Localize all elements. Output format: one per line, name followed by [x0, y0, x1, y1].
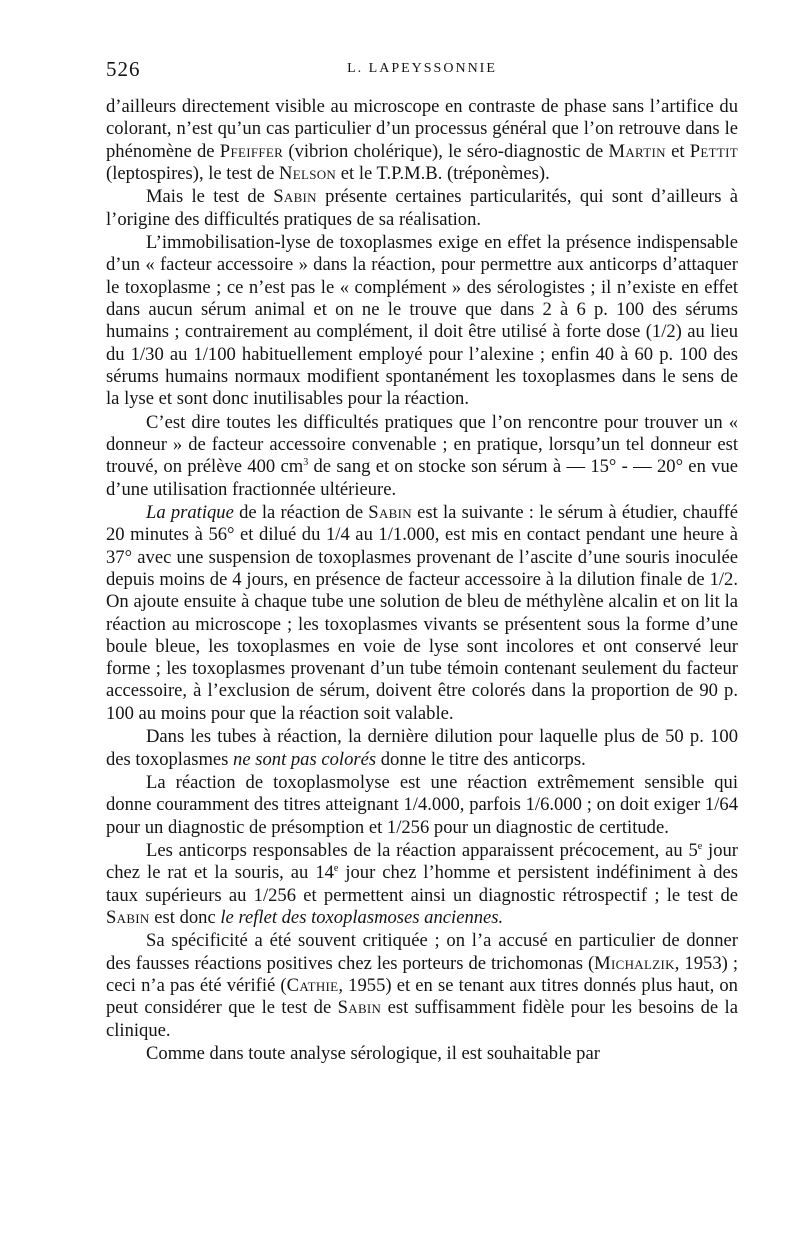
text-run: La réaction de toxoplasmolyse est une réaction extrêmement sensible qui donne couramment des titres atteignant 1/4.000, parfois 1/6.000 ; on doit exiger 1/64 pour un diagnostic de présomption et 1/256 pour un diagnostic de certitude. [106, 772, 738, 838]
text-sup: 3 [303, 457, 309, 469]
text-run: de sang et on stocke son sérum à — 15° - — 20° en vue d’une utilisation fractionnée ultérieure. [106, 456, 738, 500]
text-sc: Martin [608, 140, 666, 162]
text-sc: Nelson [278, 162, 337, 184]
page-number: 526 [106, 57, 141, 81]
text-run: donne le titre des anticorps. [376, 748, 586, 770]
text-run: et [665, 140, 690, 162]
text-sc: Michalzik [594, 952, 675, 974]
text-run: est la suivante : le sérum à étudier, chauffé 20 minutes à 56° et dilué du 1/4 au 1/1.000, est mis en contact pendant une heure à 37° avec une suspension de toxoplasmes provenant de l’ascite d’une souris inoculée depuis moins de 4 jours, en présence de facteur accessoire à la dilution finale de 1/2. On ajoute ensuite à chaque tube une solution de bleu de méthylène alcalin et on lit la réaction au microscope ; les toxoplasmes vivants se présentent sous la forme d’une boule bleue, les toxoplasmes en voie de lyse sont incolores et ont conservé leur forme ; les toxoplasmes provenant d’un tube témoin contenant seulement du facteur accessoire, à l’exclusion de sérum, doivent être colorés dans la proportion de 90 p. 100 au moins pour que la réaction soit valable. [106, 502, 739, 724]
text-run: jour chez l’homme et persistent indéfiniment à des taux supérieurs au 1/256 et permettent ainsi un diagnostic rétrospectif ; le test de [106, 862, 738, 906]
text-run: Sa spécificité a été souvent critiquée ; on l’a accusé en particulier de donner des fausses réactions positives chez les porteurs de trichomonas ( [106, 930, 738, 974]
body-text [106, 96, 738, 1067]
text-sc: Sabin [337, 997, 382, 1019]
page-header [106, 57, 738, 83]
text-sc: Pfeiffer [219, 140, 284, 162]
text-run: , 1955) et en se tenant aux titres donnés plus haut, on peut considérer que le test de [106, 975, 738, 1019]
text-run: présente certaines particularités, qui sont d’ailleurs à l’origine des difficultés pratiques de sa réalisation. [106, 186, 738, 230]
running-head: L. LAPEYSSONNIE [347, 61, 497, 76]
paragraph-p9 [106, 930, 738, 1041]
paragraph-p1 [106, 96, 738, 185]
paragraph-p4 [106, 412, 738, 501]
text-sc: Pettit [689, 140, 738, 162]
text-sc: Sabin [368, 502, 412, 524]
text-run: jour chez le rat et la souris, au 14 [106, 840, 738, 884]
text-run: Les anticorps responsables de la réaction apparaissent précocement, au 5 [146, 840, 698, 862]
paragraph-p7 [106, 772, 738, 839]
paragraph-p6 [106, 726, 738, 771]
text-sc: Cathie [286, 975, 339, 997]
text-sup: e [333, 863, 339, 875]
paragraph-p10 [106, 1043, 738, 1065]
text-sc: Sabin [273, 186, 317, 208]
paragraph-p8 [106, 840, 738, 929]
paragraph-p3 [106, 232, 738, 410]
text-run: est donc [149, 907, 221, 928]
paragraph-p2 [106, 186, 738, 231]
text-run: Comme dans toute analyse sérologique, il est souhaitable par [146, 1043, 600, 1065]
text-run: d’ailleurs directement visible au microscope en contraste de phase sans l’artifice du colorant, n’est qu’un cas particulier d’un processus général que l’on retrouve dans le phénomène de [106, 96, 738, 162]
text-run: Mais le test de [146, 186, 274, 208]
text-run: C’est dire toutes les difficultés pratiques que l’on rencontre pour trouver un « donneur » de facteur accessoire convenable ; en pratique, lorsqu’un tel donneur est trouvé, on prélève 400 cm [106, 411, 738, 478]
text-run: (leptospires), le test de [106, 162, 279, 184]
text-sup: e [697, 840, 703, 852]
text-run: , 1953) ; ceci n’a pas été vérifié ( [106, 952, 738, 997]
text-it: La pratique [146, 502, 234, 524]
text-it: ne sont pas colorés [233, 748, 377, 770]
text-run: L’immobilisation-lyse de toxoplasmes exige en effet la présence indispensable d’un « facteur accessoire » dans la réaction, pour permettre aux anticorps d’attaquer le toxoplasme ; ce n’est pas le « complément » des sérologistes ; il n’existe en effet dans aucun sérum animal et on ne le trouve que dans 2 à 6 p. 100 des sérums humains ; contrairement au complément, il doit être utilisé à forte dose (1/2) au lieu du 1/30 au 1/100 habituellement employé pour l’alexine ; enfin 40 à 60 p. 100 des sérums humains normaux modifient spontanément les toxoplasmes dans le sens de la lyse et sont donc inutilisables pour la réaction. [106, 232, 738, 410]
text-sc: Sabin [106, 907, 150, 928]
text-run: est suffisamment fidèle pour les besoins de la clinique. [106, 997, 738, 1041]
text-run: de la réaction de [233, 502, 369, 524]
text-run: Dans les tubes à réaction, la dernière dilution pour laquelle plus de 50 p. 100 des toxoplasmes [106, 726, 738, 770]
paragraph-p5 [106, 502, 738, 725]
text-it: le reflet des toxoplasmoses anciennes. [220, 907, 504, 928]
text-run: et le T.P.M.B. (tréponèmes). [336, 162, 550, 184]
text-run: (vibrion cholérique), le séro-diagnostic de [283, 140, 609, 162]
